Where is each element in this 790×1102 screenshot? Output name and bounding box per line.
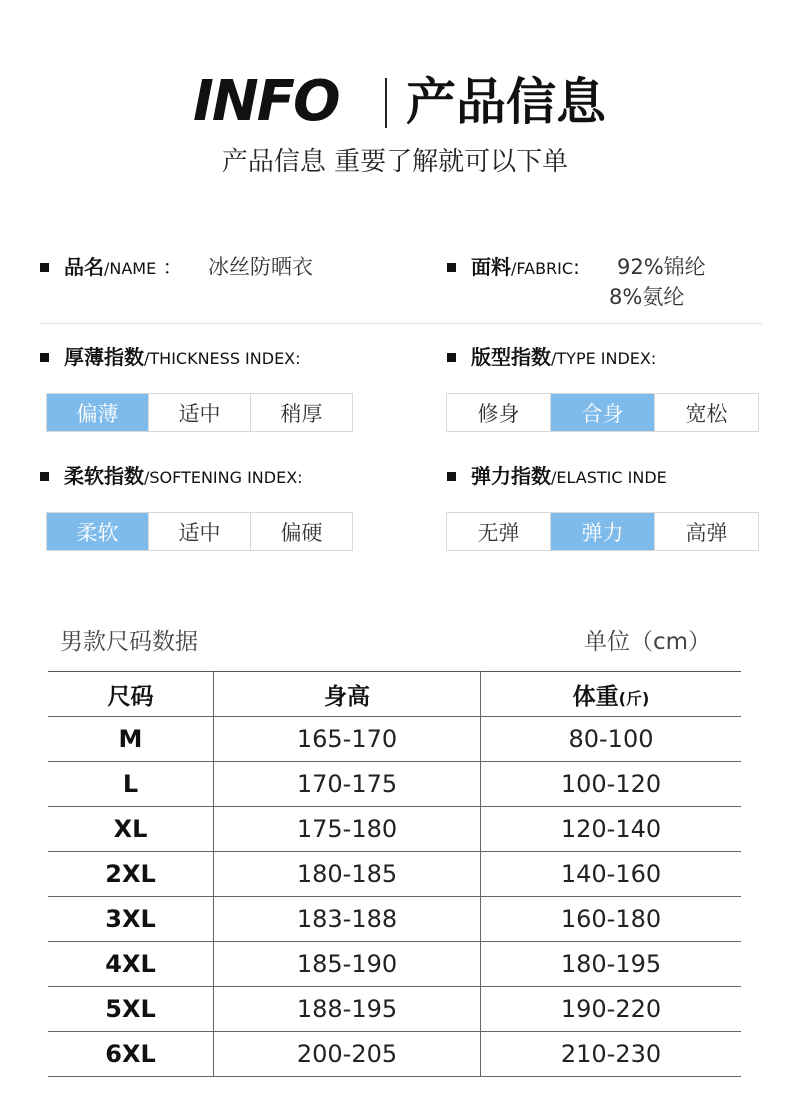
weight-cell: 140-160 [481, 852, 742, 897]
table-row [48, 942, 741, 987]
softening-label-cn: 柔软指数 [64, 464, 144, 488]
size-cell: 3XL [48, 897, 214, 942]
softening-label [64, 462, 303, 492]
elastic-label-cn: 弹力指数 [471, 464, 551, 488]
elastic-label-en: /ELASTIC INDE [551, 468, 667, 487]
height-header: 身高 [214, 672, 481, 717]
fabric-separator: : [573, 255, 580, 279]
height-cell: 185-190 [214, 942, 481, 987]
bullet-icon [447, 472, 456, 481]
bullet-icon [447, 353, 456, 362]
table-row [48, 897, 741, 942]
softening-option: 适中 [149, 513, 251, 550]
thickness-option: 适中 [149, 394, 251, 431]
fabric-value-line1: 92%锦纶 [617, 255, 706, 279]
thickness-option: 偏薄 [47, 394, 149, 431]
height-cell: 183-188 [214, 897, 481, 942]
type-label-en: /TYPE INDEX: [551, 349, 657, 368]
size-cell: XL [48, 807, 214, 852]
weight-header-unit: (斤) [618, 688, 650, 708]
size-cell: 4XL [48, 942, 214, 987]
name-separator: ： [162, 255, 183, 279]
weight-header [481, 672, 742, 717]
weight-header-label: 体重 [572, 683, 619, 710]
type-option: 修身 [447, 394, 551, 431]
size-cell: L [48, 762, 214, 807]
bullet-icon [40, 263, 49, 272]
name-label-en: /NAME [104, 259, 157, 278]
fabric-value-line2: 8%氨纶 [609, 285, 685, 309]
size-cell: 5XL [48, 987, 214, 1032]
weight-cell: 100-120 [481, 762, 742, 807]
bullet-icon [40, 353, 49, 362]
table-row [48, 762, 741, 807]
weight-cell: 210-230 [481, 1032, 742, 1077]
header-subtitle: 产品信息 重要了解就可以下单 [221, 147, 569, 177]
bullet-icon [447, 263, 456, 272]
elastic-options [446, 512, 759, 551]
softening-options [46, 512, 353, 551]
softening-option: 柔软 [47, 513, 149, 550]
weight-cell: 190-220 [481, 987, 742, 1032]
table-row [48, 987, 741, 1032]
header-title-cn: 产品信息 [406, 73, 606, 131]
size-cell: M [48, 717, 214, 762]
table-row [48, 852, 741, 897]
elastic-option: 弹力 [551, 513, 655, 550]
table-row [48, 1032, 741, 1077]
weight-cell: 180-195 [481, 942, 742, 987]
thickness-option: 稍厚 [280, 401, 323, 426]
size-table-title: 男款尺码数据 [60, 629, 198, 655]
section-divider [40, 323, 762, 324]
height-cell: 188-195 [214, 987, 481, 1032]
height-cell: 180-185 [214, 852, 481, 897]
height-cell: 165-170 [214, 717, 481, 762]
thickness-label-cn: 厚薄指数 [64, 345, 144, 369]
bullet-icon [40, 472, 49, 481]
height-cell: 170-175 [214, 762, 481, 807]
softening-label-en: /SOFTENING INDEX: [144, 468, 303, 487]
weight-cell: 80-100 [481, 717, 742, 762]
weight-cell: 160-180 [481, 897, 742, 942]
elastic-option: 无弹 [447, 513, 551, 550]
table-row [48, 807, 741, 852]
size-table-unit: 单位（cm） [584, 629, 712, 655]
height-cell: 175-180 [214, 807, 481, 852]
elastic-label [471, 462, 726, 492]
size-table-header-row [48, 672, 741, 717]
thickness-label-en: /THICKNESS INDEX: [144, 349, 301, 368]
size-cell: 6XL [48, 1032, 214, 1077]
thickness-label [64, 343, 301, 373]
type-options [446, 393, 759, 432]
weight-cell: 120-140 [481, 807, 742, 852]
type-label-cn: 版型指数 [471, 345, 551, 369]
fabric-label-en: /FABRIC [511, 259, 574, 278]
thickness-options [46, 393, 353, 432]
size-table [48, 671, 741, 1077]
name-label-cn: 品名 [64, 255, 104, 279]
header-divider [385, 78, 387, 128]
header-title-en: INFO [193, 69, 339, 134]
table-row [48, 717, 741, 762]
softening-option: 偏硬 [280, 520, 323, 545]
elastic-option: 高弹 [685, 520, 728, 545]
type-option: 合身 [551, 394, 655, 431]
size-cell: 2XL [48, 852, 214, 897]
name-label [64, 253, 183, 283]
type-option: 宽松 [685, 401, 728, 426]
name-value: 冰丝防晒衣 [208, 255, 313, 279]
height-cell: 200-205 [214, 1032, 481, 1077]
fabric-label [471, 253, 580, 283]
fabric-label-cn: 面料 [471, 255, 511, 279]
type-label [471, 343, 656, 373]
size-header: 尺码 [48, 672, 214, 717]
